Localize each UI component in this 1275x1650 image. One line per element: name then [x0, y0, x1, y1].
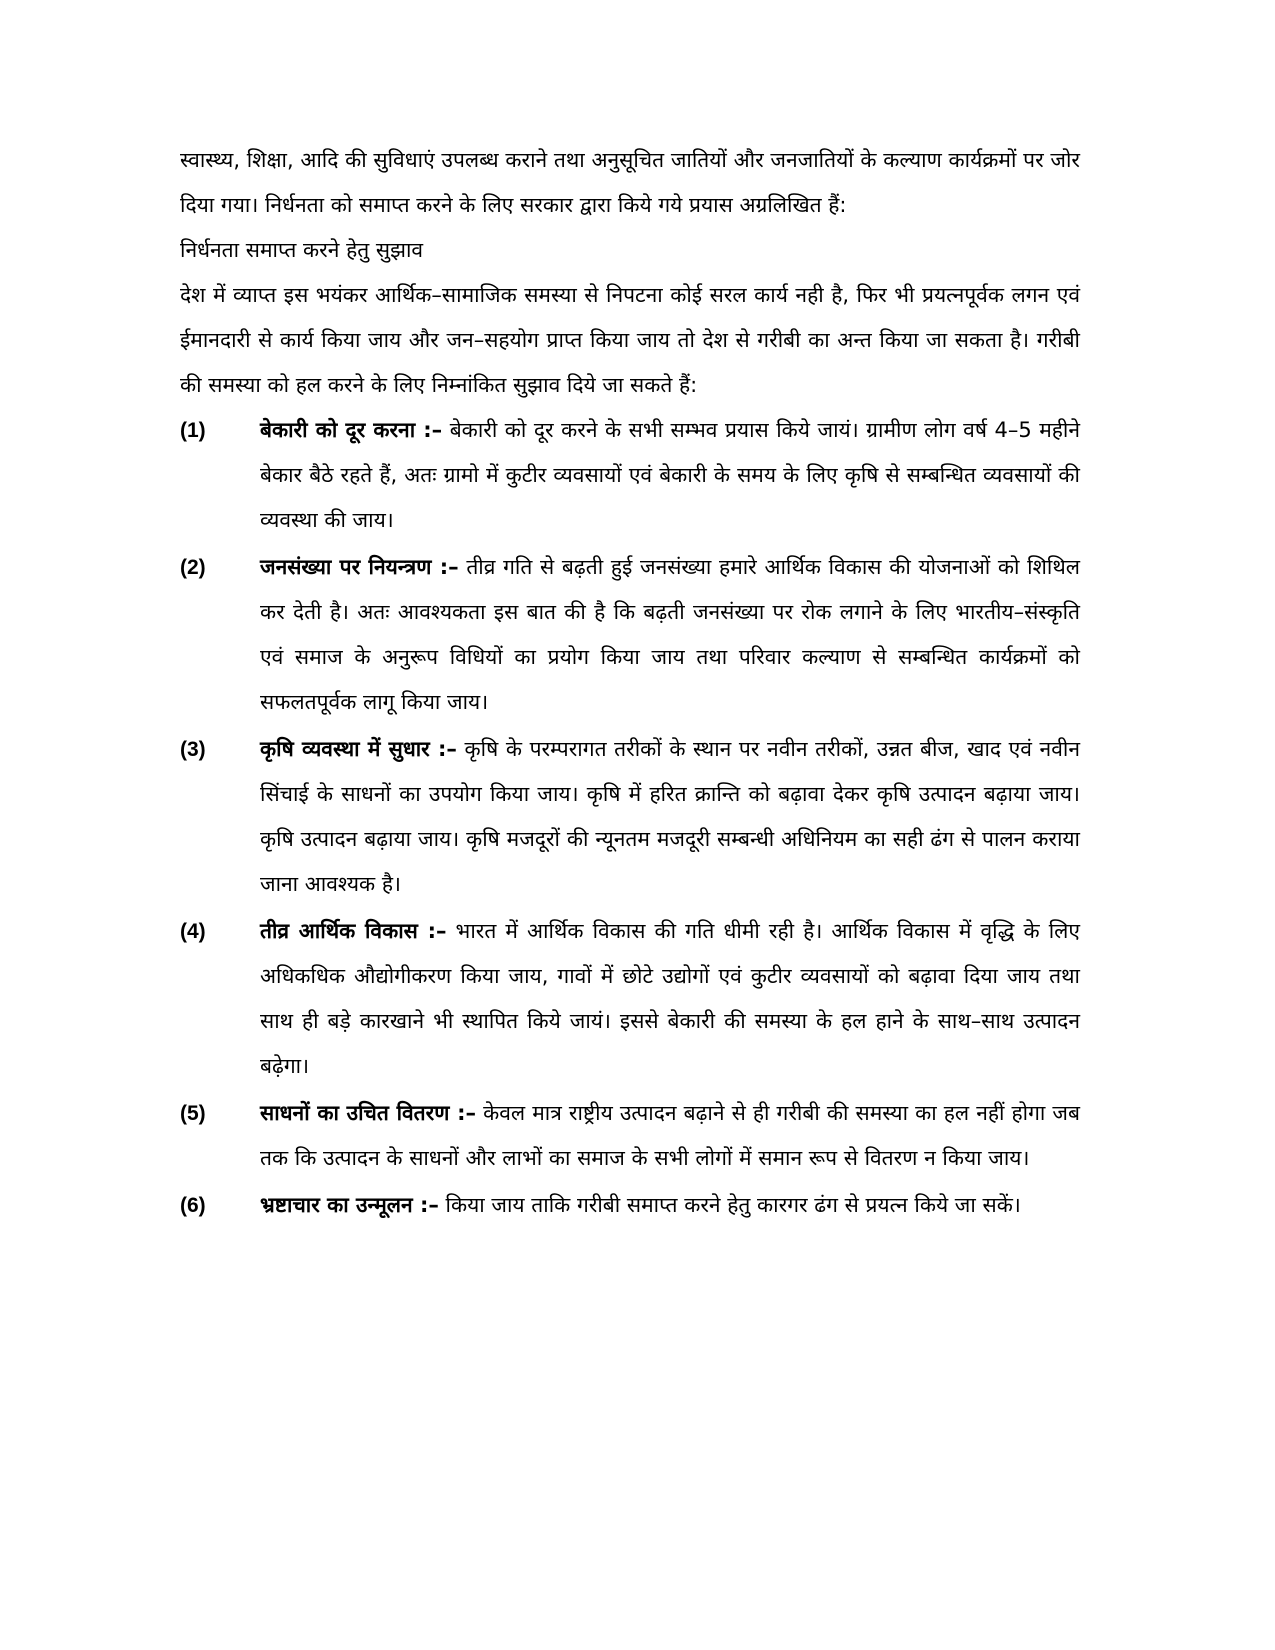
- item-title: भ्रष्टाचार का उन्मूलन :–: [260, 1193, 439, 1217]
- list-item: [180, 1091, 1080, 1181]
- list-item: [180, 1183, 1080, 1228]
- item-title: जनसंख्या पर नियन्त्रण :–: [260, 555, 459, 579]
- item-number: (1): [180, 419, 206, 442]
- item-text: बेकारी को दूर करने के सभी सम्भव प्रयास किये जायं। ग्रामीण लोग वर्ष 4–5 महीने बेकार बैठे रहते हैं, अतः ग्रामो में कुटीर व्यवसायों एवं बेकारी के समय के लिए कृषि से सम्बन्धित व्यवसायों की व्यवस्था की जाय।: [260, 418, 1080, 532]
- item-title: बेकारी को दूर करना :–: [260, 418, 443, 442]
- list-item: [180, 909, 1080, 1089]
- item-text: कृषि के परम्परागत तरीकों के स्थान पर नवीन तरीकों, उन्नत बीज, खाद एवं नवीन सिंचाई के साधनों का उपयोग किया जाय। कृषि में हरित क्रान्ति को बढ़ावा देकर कृषि उत्पादन बढ़ाया जाय। कृषि उत्पादन बढ़ाया जाय। कृषि मजदूरों की न्यूनतम मजदूरी सम्बन्धी अधिनियम का सही ढंग से पालन कराया जाना आवश्यक है।: [260, 737, 1080, 896]
- list-item: [180, 408, 1080, 543]
- item-text: केवल मात्र राष्ट्रीय उत्पादन बढ़ाने से ही गरीबी की समस्या का हल नहीं होगा जब तक कि उत्पादन के साधनों और लाभों का समाज के सभी लोगों में समान रूप से वितरण न किया जाय।: [260, 1101, 1080, 1170]
- item-text: भारत में आर्थिक विकास की गति धीमी रही है। आर्थिक विकास में वृद्धि के लिए अधिकधिक औद्योगीकरण किया जाय, गावों में छोटे उद्योगों एवं कुटीर व्यवसायों को बढ़ावा दिया जाय तथा साथ ही बड़े कारखाने भी स्थापित किये जायं। इससे बेकारी की समस्या के हल हाने के साथ–साथ उत्पादन बढ़ेगा।: [260, 919, 1080, 1078]
- list-item: [180, 727, 1080, 907]
- list-item: [180, 545, 1080, 725]
- item-number: (4): [180, 920, 206, 943]
- suggestion-list: [180, 408, 1080, 1228]
- item-title: तीव्र आर्थिक विकास :–: [260, 919, 447, 943]
- item-title: कृषि व्यवस्था में सुधार :–: [260, 737, 457, 761]
- item-number: (5): [180, 1102, 206, 1125]
- document-page: [180, 138, 1080, 1230]
- intro-paragraph: स्वास्थ्य, शिक्षा, आदि की सुविधाएं उपलब्ध कराने तथा अनुसूचित जातियों और जनजातियों के कल्याण कार्यक्रमों पर जोर दिया गया। निर्धनता को समाप्त करने के लिए सरकार द्वारा किये गये प्रयास अग्रलिखित हैं:: [180, 148, 1080, 217]
- item-title: साधनों का उचित वितरण :–: [260, 1101, 477, 1125]
- item-number: (2): [180, 556, 206, 579]
- item-text: किया जाय ताकि गरीबी समाप्त करने हेतु कारगर ढंग से प्रयत्न किये जा सकें।: [438, 1193, 1021, 1217]
- section-paragraph: देश में व्याप्त इस भयंकर आर्थिक–सामाजिक समस्या से निपटना कोई सरल कार्य नही है, फिर भी प्रयत्नपूर्वक लगन एवं ईमानदारी से कार्य किया जाय और जन–सहयोग प्राप्त किया जाय तो देश से गरीबी का अन्त किया जा सकता है। गरीबी की समस्या को हल करने के लिए निम्नांकित सुझाव दिये जा सकते हैं:: [180, 283, 1080, 397]
- item-number: (6): [180, 1194, 206, 1217]
- section-heading: निर्धनता समाप्त करने हेतु सुझाव: [180, 238, 424, 262]
- item-number: (3): [180, 738, 206, 761]
- item-text: तीव्र गति से बढ़ती हुई जनसंख्या हमारे आर्थिक विकास की योजनाओं को शिथिल कर देती है। अतः आवश्यकता इस बात की है कि बढ़ती जनसंख्या पर रोक लगाने के लिए भारतीय–संस्कृति एवं समाज के अनुरूप विधियों का प्रयोग किया जाय तथा परिवार कल्याण से सम्बन्धित कार्यक्रमों को सफलतपूर्वक लागू किया जाय।: [260, 555, 1080, 714]
